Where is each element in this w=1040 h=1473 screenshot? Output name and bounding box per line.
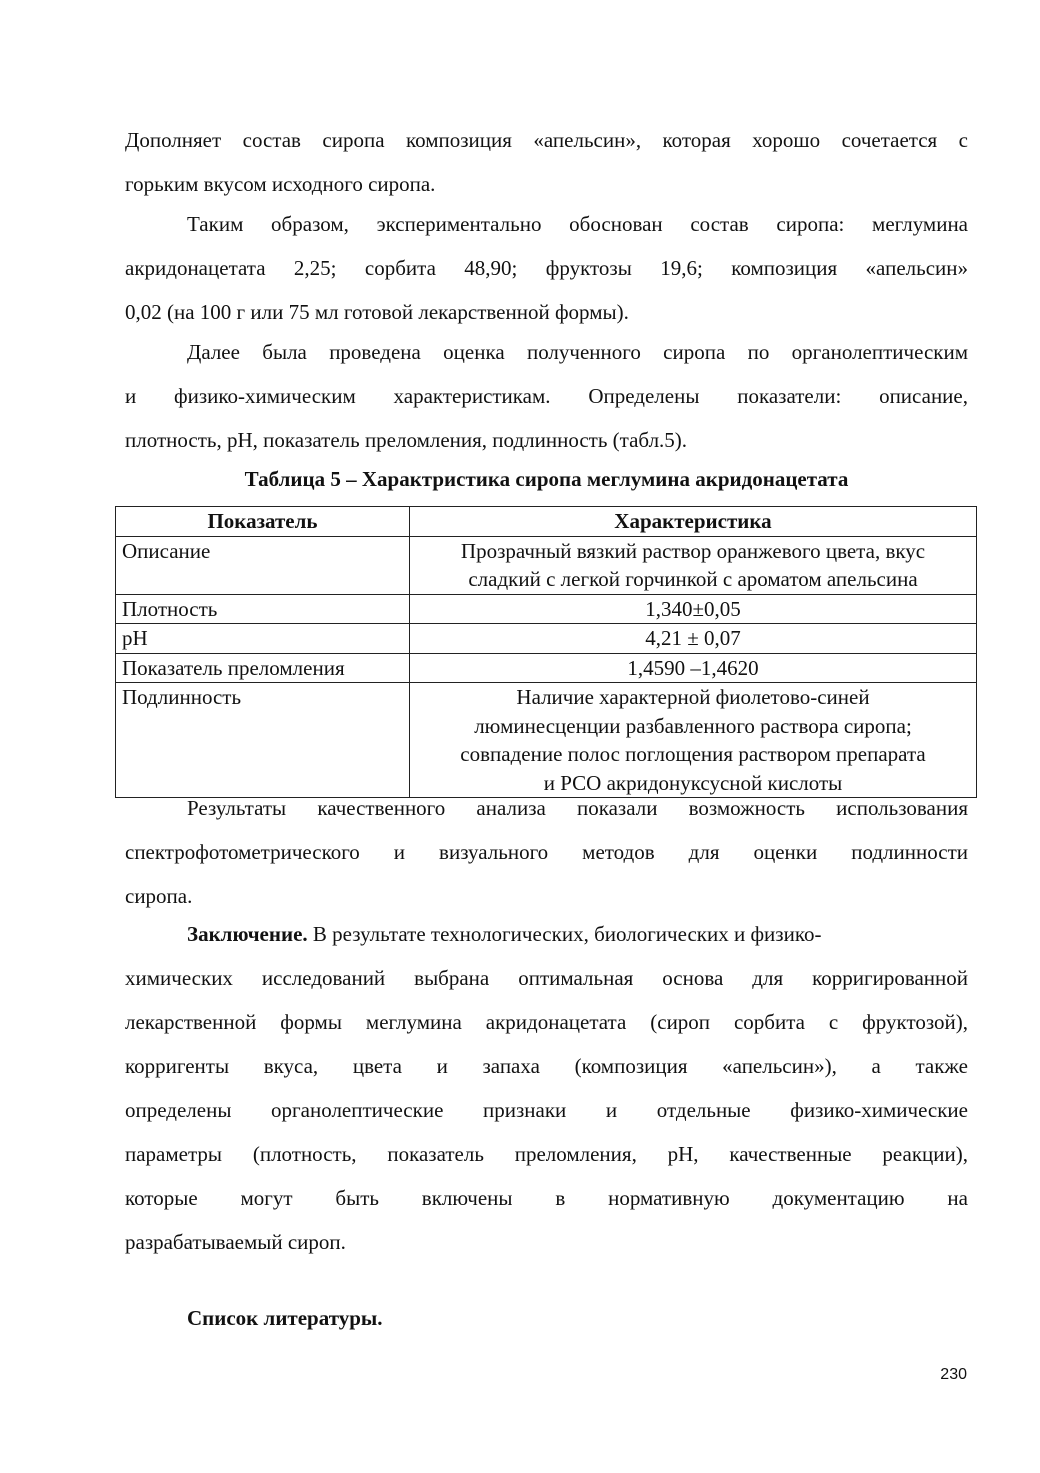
row-key: Показатель преломления [116, 653, 410, 683]
value-line: люминесценции разбавленного раствора сиропа; [474, 713, 912, 738]
text-line: определены органолептические признаки и отдельные физико-химические [125, 1098, 968, 1122]
row-value [410, 683, 977, 798]
row-key: Подлинность [116, 683, 410, 798]
value-line: и РСО акридонуксусной кислоты [543, 770, 843, 795]
value-line: 1,4590 –1,4620 [627, 655, 759, 680]
paragraph-2 [125, 202, 968, 334]
text-line: Результаты качественного анализа показали возможность использования [187, 796, 968, 820]
page-number: 230 [940, 1366, 967, 1383]
table-row [116, 653, 977, 683]
text-line: параметры (плотность, показатель преломления, рН, качественные реакции), [125, 1142, 968, 1166]
row-key: Плотность [116, 594, 410, 624]
value-line: совпадение полос поглощения раствором препарата [460, 742, 926, 766]
text-line: 0,02 (на 100 г или 75 мл готовой лекарственной формы). [125, 300, 629, 324]
text-line: которые могут быть включены в нормативную документацию на [125, 1186, 968, 1210]
text-line [125, 912, 968, 956]
paragraph-conclusion [125, 912, 968, 1264]
row-key: Описание [116, 536, 410, 594]
table-header-characteristic: Характеристика [410, 507, 977, 537]
text-line: Дополняет состав сиропа композиция «апельсин», которая хорошо сочетается с [125, 128, 968, 152]
table-title: Таблица 5 – Характристика сиропа меглумина акридонацетата [244, 467, 849, 491]
table-row [116, 624, 977, 654]
row-value [410, 653, 977, 683]
table-row [116, 536, 977, 594]
table-header-indicator: Показатель [116, 507, 410, 537]
row-key: рН [116, 624, 410, 654]
text-line: корригенты вкуса, цвета и запаха (композиция «апельсин»), а также [125, 1054, 968, 1078]
text-line: лекарственной формы меглумина акридонацетата (сироп сорбита с фруктозой), [125, 1010, 968, 1034]
text-line: акридонацетата 2,25; сорбита 48,90; фруктозы 19,6; композиция «апельсин» [125, 256, 968, 280]
value-line: 1,340±0,05 [645, 596, 741, 621]
text-line: химических исследований выбрана оптимальная основа для корригированной [125, 966, 968, 990]
row-value [410, 624, 977, 654]
paragraph-1 [125, 118, 968, 206]
text-line: и физико-химическим характеристикам. Определены показатели: описание, [125, 384, 968, 408]
paragraph-3 [125, 330, 968, 462]
table-row [116, 683, 977, 798]
text-line: Таким образом, экспериментально обоснован состав сиропа: меглумина [187, 212, 968, 236]
value-line: сладкий с легкой горчинкой с ароматом апельсина [468, 567, 918, 591]
value-line: 4,21 ± 0,07 [645, 626, 741, 650]
references-heading: Список литературы. [187, 1306, 383, 1330]
text-line: разрабатываемый сироп. [125, 1230, 346, 1254]
text-line: спектрофотометрического и визуального методов для оценки подлинности [125, 840, 968, 864]
conclusion-text: В результате технологических, биологических и физико- [307, 922, 822, 946]
conclusion-lead: Заключение. [187, 922, 308, 946]
row-value [410, 594, 977, 624]
text-line: Далее была проведена оценка полученного сиропа по органолептическим [187, 340, 968, 364]
table-header-row [116, 507, 977, 537]
properties-table [115, 506, 977, 798]
text-line: горьким вкусом исходного сиропа. [125, 172, 436, 196]
value-line: Наличие характерной фиолетово-синей [516, 685, 870, 709]
text-line: плотность, рН, показатель преломления, подлинность (табл.5). [125, 428, 688, 452]
table-row [116, 594, 977, 624]
paragraph-4 [125, 786, 968, 918]
row-value [410, 536, 977, 594]
text-line: сиропа. [125, 884, 193, 908]
value-line: Прозрачный вязкий раствор оранжевого цвета, вкус [460, 538, 926, 563]
